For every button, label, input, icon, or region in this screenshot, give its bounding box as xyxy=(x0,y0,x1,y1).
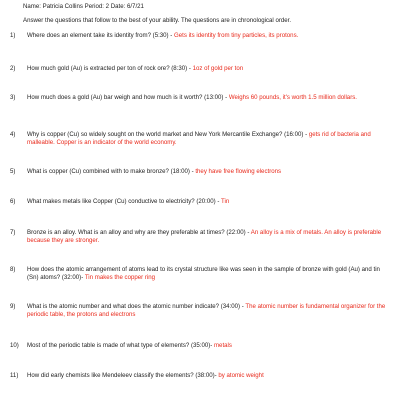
answer-text: metals xyxy=(213,342,232,349)
question-number: 6) xyxy=(10,198,16,205)
question-text: Where does an element take its identity from? (5:30) - xyxy=(27,32,173,39)
instructions: Answer the questions that follow to the best of your ability. The questions are in chronological order. xyxy=(23,17,292,24)
question-number: 7) xyxy=(10,229,16,236)
question-item xyxy=(10,131,390,147)
question-number: 4) xyxy=(10,131,16,138)
question-number: 1) xyxy=(10,32,16,39)
question-item xyxy=(10,65,390,73)
question-item xyxy=(10,303,390,319)
question-text: Bronze is an alloy. What is an alloy and why are they preferable at times? (22:00) - xyxy=(27,229,250,236)
question-number: 8) xyxy=(10,266,16,273)
answer-text: 1oz of gold per ton xyxy=(192,65,244,72)
student-info-line: Name: Patricia Collins Period: 2 Date: 6/7/21 xyxy=(23,3,144,10)
question-text: How did early chemists like Mendeleev classify the elements? (38:00)- xyxy=(27,372,217,379)
question-text: What is copper (Cu) combined with to make bronze? (18:00) - xyxy=(27,168,194,175)
question-item xyxy=(10,32,390,40)
answer-text: An alloy is a mix of metals. An alloy is preferable because they are stronger. xyxy=(27,229,382,244)
question-number: 2) xyxy=(10,65,16,72)
question-text: Most of the periodic table is made of what type of elements? (35:00)- xyxy=(27,342,213,349)
question-number: 11) xyxy=(10,372,19,379)
answer-text: Gets its identity from tiny particles, its protons. xyxy=(174,32,299,39)
question-text: How does the atomic arrangement of atoms lead to its crystal structure like was seen in the sample of bronze with gold (Au) and tin (Sn) atoms? (32:00)- xyxy=(27,266,380,281)
question-item xyxy=(10,372,390,380)
question-number: 9) xyxy=(10,303,16,310)
question-item xyxy=(10,94,390,102)
question-item xyxy=(10,342,390,350)
answer-text: Tin xyxy=(220,198,230,205)
answer-text: Weighs 60 pounds, it's worth 1.5 million dollars. xyxy=(228,94,357,101)
answer-text: gets rid of bacteria and malleable. Copper is an indicator of the world economy. xyxy=(27,131,371,146)
question-number: 3) xyxy=(10,94,16,101)
question-number: 10) xyxy=(10,342,19,349)
answer-text: by atomic weight xyxy=(218,372,264,379)
question-text: How much gold (Au) is extracted per ton of rock ore? (8:30) - xyxy=(27,65,191,72)
question-item xyxy=(10,266,390,282)
answer-text: they have free flowing electrons xyxy=(195,168,282,175)
question-item xyxy=(10,198,390,206)
answer-text: The atomic number is fundamental organizer for the periodic table, the protons and electrons xyxy=(27,303,386,318)
question-item xyxy=(10,168,390,176)
question-text: What makes metals like Copper (Cu) conductive to electricity? (20:00) - xyxy=(27,198,220,205)
answer-text: Tin makes the copper ring xyxy=(84,274,156,281)
question-item xyxy=(10,229,390,245)
question-text: What is the atomic number and what does the atomic number indicate? (34:00) - xyxy=(27,303,244,310)
question-text: How much does a gold (Au) bar weigh and how much is it worth? (13:00) - xyxy=(27,94,228,101)
question-number: 5) xyxy=(10,168,16,175)
question-text: Why is copper (Cu) so widely sought on the world market and New York Mercantile Exchange? (16:00) - xyxy=(27,131,308,138)
